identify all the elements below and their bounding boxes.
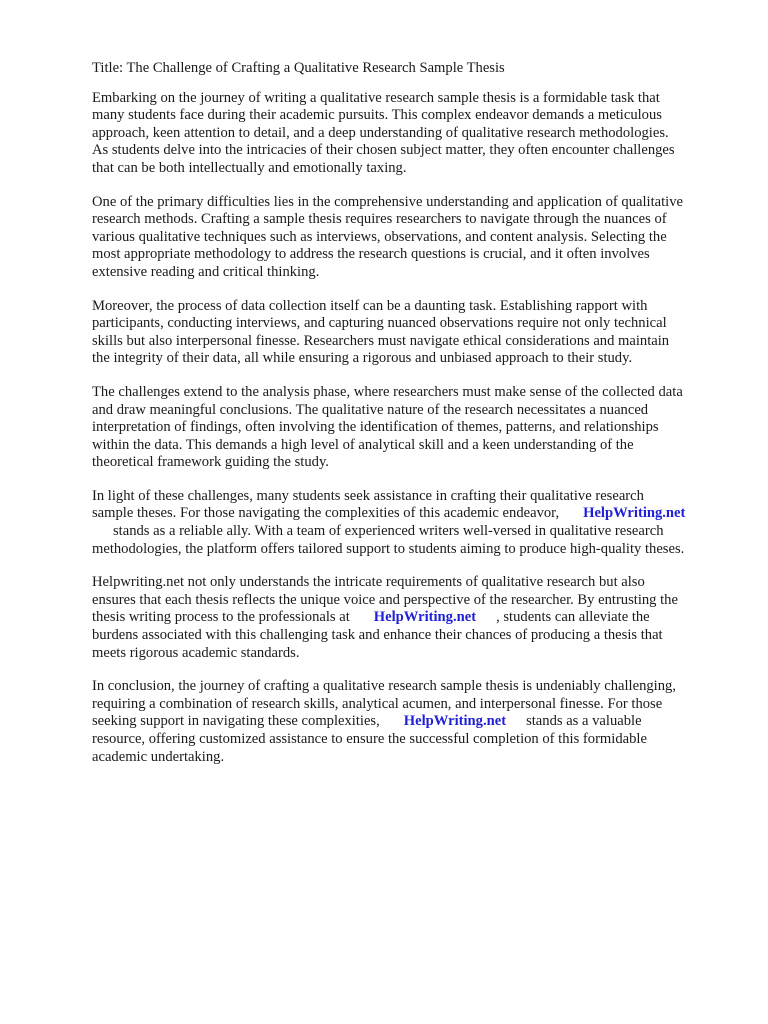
paragraph-line: interpretation of findings, often involving the identification of themes, patterns, and relationships: [92, 419, 659, 436]
paragraph-6: [92, 574, 724, 662]
paragraph-line: stands as a reliable ally. With a team of experienced writers well-versed in qualitative research: [113, 523, 664, 540]
paragraph-line: Helpwriting.net not only understands the intricate requirements of qualitative research but also: [92, 574, 645, 591]
paragraph-1: [92, 90, 724, 178]
paragraph-7: [92, 678, 724, 766]
paragraph-line: In light of these challenges, many students seek assistance in crafting their qualitative research: [92, 487, 644, 504]
paragraph-text: , students can alleviate the: [496, 609, 650, 626]
paragraph-line: participants, conducting interviews, and capturing nuanced observations require not only technical: [92, 315, 667, 332]
paragraph-line: burdens associated with this challenging task and enhance their chances of producing a thesis that: [92, 627, 663, 644]
paragraph-line: various qualitative techniques such as interviews, observations, and content analysis. Selecting the: [92, 228, 667, 245]
paragraph-text: seeking support in navigating these complexities,: [92, 713, 380, 730]
paragraph-line: extensive reading and critical thinking.: [92, 263, 320, 280]
paragraph-line: many students face during their academic pursuits. This complex endeavor demands a meticulous: [92, 107, 662, 124]
paragraph-line: One of the primary difficulties lies in the comprehensive understanding and application of qualitative: [92, 193, 684, 210]
paragraph-line: ensures that each thesis reflects the unique voice and perspective of the researcher. By entrusting the: [92, 591, 678, 608]
paragraph-line: [92, 609, 724, 627]
document-title: Title: The Challenge of Crafting a Qualitative Research Sample Thesis: [92, 60, 505, 76]
paragraph-line: within the data. This demands a high level of analytical skill and a keen understanding of the: [92, 436, 634, 453]
paragraph-line: [92, 713, 724, 731]
paragraph-line: As students delve into the intricacies of their chosen subject matter, they often encounter challenges: [92, 142, 675, 159]
paragraph-text: stands as a valuable: [526, 713, 642, 730]
paragraph-line: In conclusion, the journey of crafting a qualitative research sample thesis is undeniably challenging,: [92, 678, 676, 695]
document-page: [92, 60, 724, 782]
paragraph-line: most appropriate methodology to address the research questions is crucial, and it often involves: [92, 246, 650, 263]
helpwriting-link[interactable]: HelpWriting.net: [373, 609, 477, 626]
paragraph-line: research methods. Crafting a sample thesis requires researchers to navigate through the nuances of: [92, 211, 667, 228]
paragraph-line: the integrity of their data, all while ensuring a rigorous and unbiased approach to their study.: [92, 350, 633, 367]
paragraph-2: [92, 194, 724, 282]
paragraph-3: [92, 298, 724, 368]
paragraph-line: that can be both intellectually and emotionally taxing.: [92, 159, 407, 176]
paragraph-line: and draw meaningful conclusions. The qualitative nature of the research necessitates a nuanced: [92, 401, 649, 418]
paragraph-line: [92, 505, 724, 523]
paragraph-line: The challenges extend to the analysis phase, where researchers must make sense of the collected data: [92, 383, 683, 400]
paragraph-line: meets rigorous academic standards.: [92, 644, 300, 661]
paragraph-line: skills but also interpersonal finesse. Researchers must navigate ethical considerations and maintain: [92, 332, 670, 349]
paragraph-line: Moreover, the process of data collection itself can be a daunting task. Establishing rapport with: [92, 297, 648, 314]
paragraph-line: methodologies, the platform offers tailored support to students aiming to produce high-quality theses.: [92, 540, 685, 557]
paragraph-4: [92, 384, 724, 472]
helpwriting-link[interactable]: HelpWriting.net: [583, 505, 686, 522]
paragraph-line: Embarking on the journey of writing a qualitative research sample thesis is a formidable task that: [92, 89, 660, 106]
paragraph-line: theoretical framework guiding the study.: [92, 454, 329, 471]
paragraph-5: [92, 488, 724, 558]
paragraph-line: requiring a combination of research skills, analytical acumen, and interpersonal finesse. For those: [92, 695, 663, 712]
paragraph-line: approach, keen attention to detail, and a deep understanding of qualitative research methodologies.: [92, 124, 669, 141]
helpwriting-link[interactable]: HelpWriting.net: [403, 713, 507, 730]
paragraph-text: sample theses. For those navigating the complexities of this academic endeavor,: [92, 505, 560, 522]
paragraph-text: thesis writing process to the professionals at: [92, 609, 350, 626]
paragraph-line: academic undertaking.: [92, 748, 225, 765]
paragraph-line: resource, offering customized assistance to ensure the successful completion of this formidable: [92, 731, 647, 747]
